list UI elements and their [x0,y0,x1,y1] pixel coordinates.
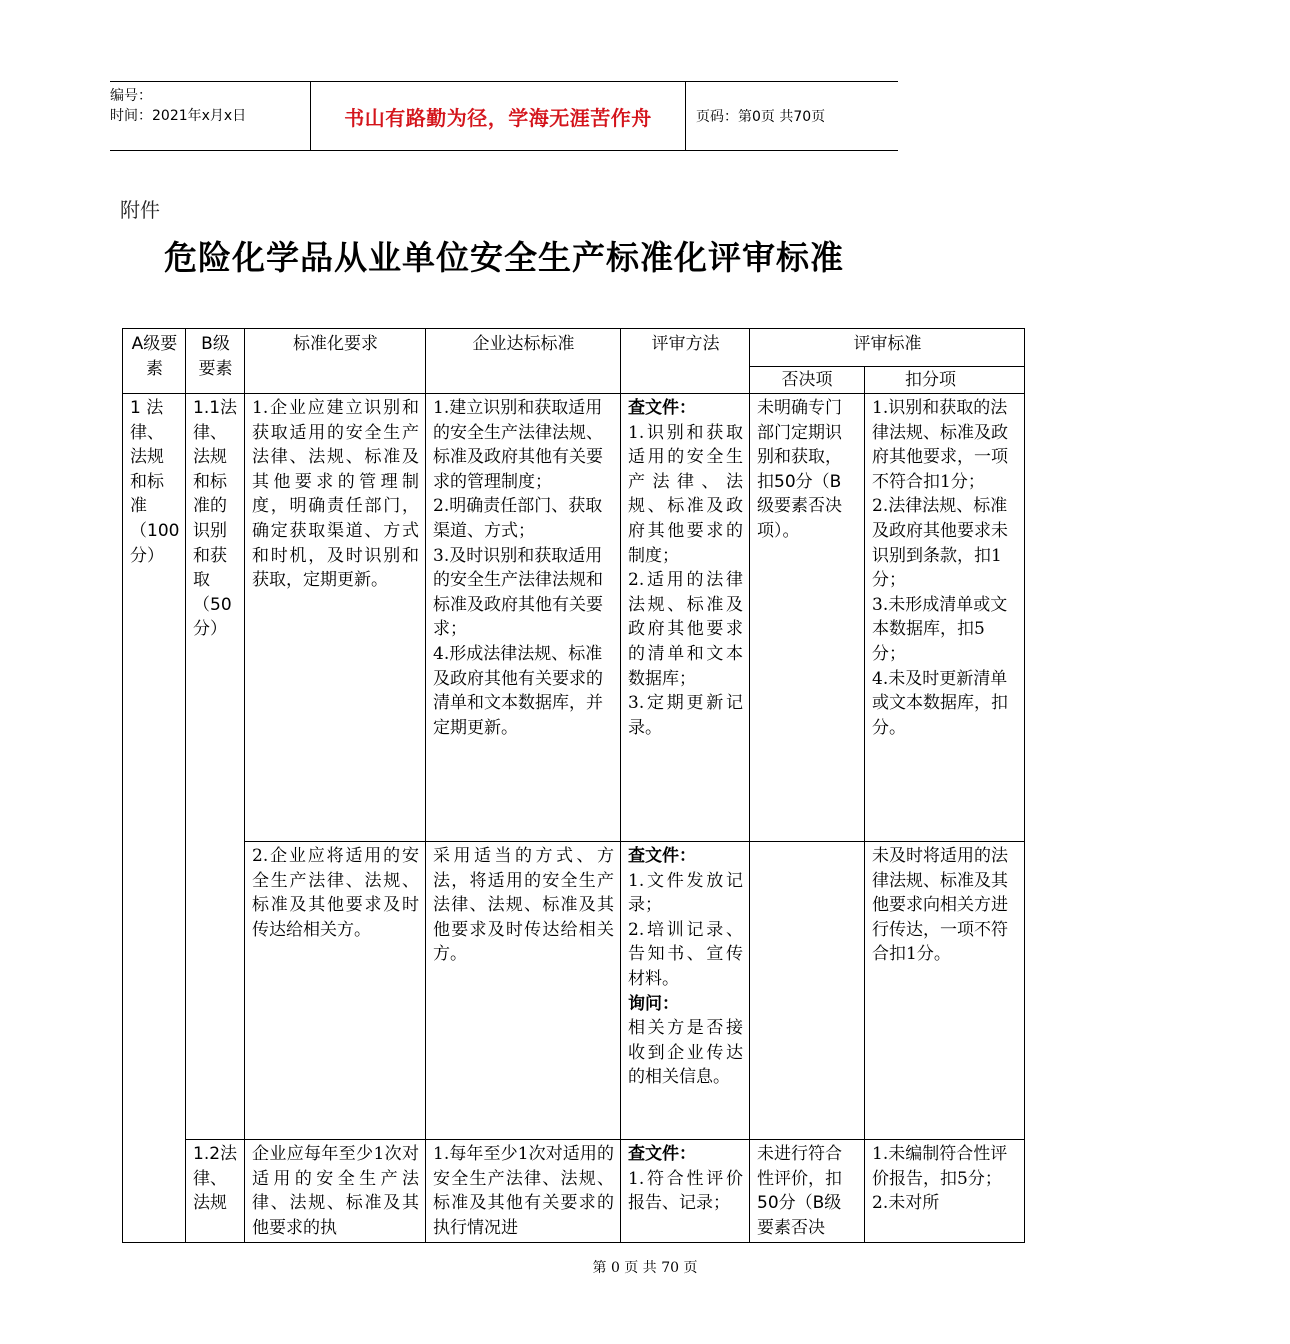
method-heading: 查文件： [628,846,696,866]
method-body: 1.文件发放记录； 2.培训记录、告知书、宣传材料。 [628,870,743,989]
veto-cell: 未明确专门部门定期识别和获取，扣50分（B级要素否决项）。 [750,394,865,842]
method-cell [621,394,750,842]
header-meta [110,82,310,150]
requirement-cell: 2.企业应将适用的安全生产法律、法规、标准及其他要求及时传达给相关方。 [245,842,426,1140]
page-footer: 第 0 页 共 70 页 [592,1260,698,1276]
deduct-cell: 未及时将适用的法律法规、标准及其他要求向相关方进行传达，一项不符合扣1分。 [865,842,1025,1140]
header-a-element: A级要素 [123,329,186,394]
a-element-cell: 1 法律、法规和标准（100分） [123,394,186,1243]
standard-cell: 1.每年至少1次对适用的安全生产法律、法规、标准及其他有关要求的执行情况进 [426,1140,621,1243]
method-body: 相关方是否接收到企业传达的相关信息。 [628,1018,743,1088]
method-heading: 查文件： [628,398,696,418]
requirement-cell: 1.企业应建立识别和获取适用的安全生产法律、法规、标准及其他要求的管理制度，明确责任部门，确定获取渠道、方式和时机，及时识别和获取，定期更新。 [245,394,426,842]
method-cell [621,1140,750,1243]
header-veto: 否决项 [750,367,865,394]
header-motto: 书山有路勤为径，学海无涯苦作舟 [310,82,686,150]
method-heading: 询问： [628,993,679,1014]
table-row [123,394,1025,842]
document-time-label: 时间：2021年x月x日 [110,108,247,124]
header-b-element: B级要素 [186,329,245,394]
document-header [110,81,898,151]
header-method: 评审方法 [621,329,750,394]
standard-cell: 采用适当的方式、方法，将适用的安全生产法律、法规、标准及其他要求及时传达给相关方。 [426,842,621,1140]
method-body: 1.符合性评价报告、记录； [628,1168,743,1214]
document-number-label: 编号： [110,88,152,104]
veto-cell [750,842,865,1140]
method-cell [621,842,750,1140]
header-standard: 企业达标标准 [426,329,621,394]
table-row [123,842,1025,1140]
b-element-cell: 1.2法律、法规 [186,1140,245,1243]
header-criteria: 评审标准 [750,329,1025,367]
header-requirement: 标准化要求 [245,329,426,394]
attachment-label: 附件 [120,198,160,222]
method-body: 1.识别和获取适用的安全生产法律、法规、标准及政府其他要求的制度； 2.适用的法律法规、标准及政府其他要求的清单和文本数据库； 3.定期更新记录。 [628,422,743,738]
veto-cell: 未进行符合性评价，扣50分（B级要素否决 [750,1140,865,1243]
header-deduct: 扣分项 [865,367,1025,394]
evaluation-standard-table [122,328,1025,1243]
b-element-cell: 1.1法律、法规和标准的识别和获取（50分） [186,394,245,1140]
deduct-cell: 1.识别和获取的法律法规、标准及政府其他要求，一项不符合扣1分； 2.法律法规、标准及政府其他要求未识别到条款，扣1分； 3.未形成清单或文本数据库，扣5分； 4.未及时更新清单或文本数据库，扣分。 [865,394,1025,842]
table-row [123,1140,1025,1243]
deduct-cell: 1.未编制符合性评价报告，扣5分； 2.未对所 [865,1140,1025,1243]
header-page-info: 页码：第0页 共70页 [696,109,826,125]
standard-cell: 1.建立识别和获取适用的安全生产法律法规、标准及政府其他有关要求的管理制度； 2.明确责任部门、获取渠道、方式； 3.及时识别和获取适用的安全生产法律法规和标准及政府其他有关要求； 4.形成法律法规、标准及政府其他有关要求的清单和文本数据库，并定期更新。 [426,394,621,842]
requirement-cell: 企业应每年至少1次对适用的安全生产法律、法规、标准及其他要求的执 [245,1140,426,1243]
document-title: 危险化学品从业单位安全生产标准化评审标准 [164,238,844,277]
method-heading: 查文件： [628,1144,696,1164]
